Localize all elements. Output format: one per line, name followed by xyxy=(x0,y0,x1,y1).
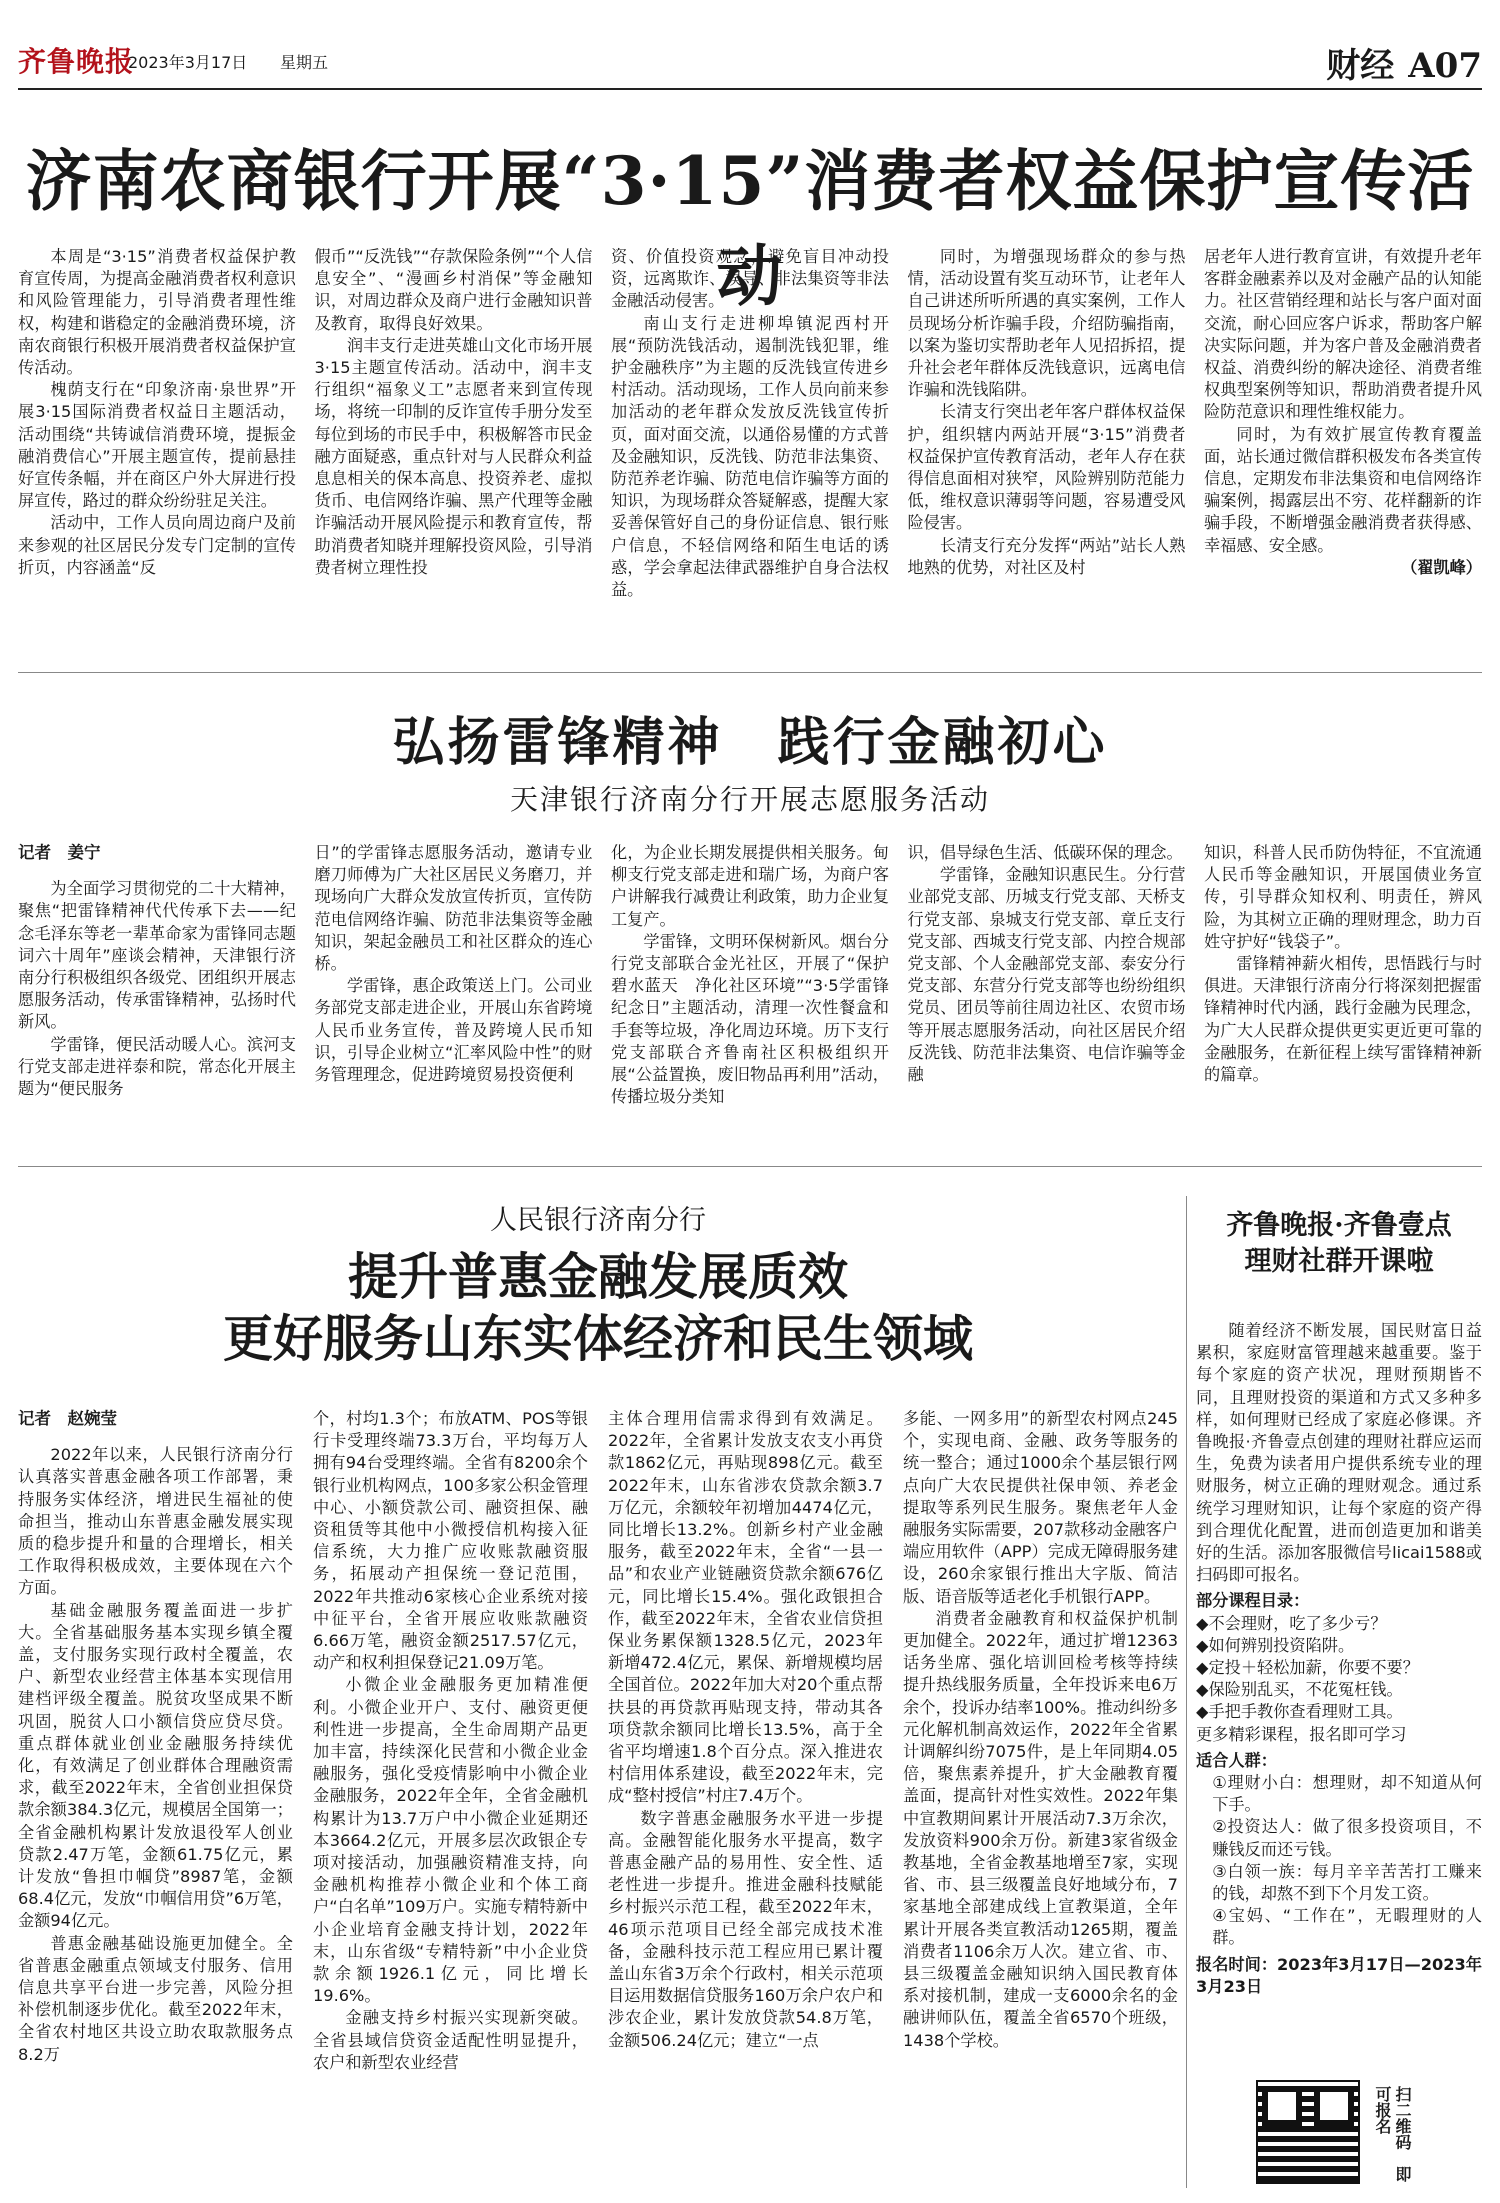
paragraph: 为全面学习贯彻党的二十大精神，聚焦“把雷锋精神代代传承下去——纪念毛泽东等老一辈革命家为雷锋同志题词六十周年”座谈会精神，天津银行济南分行积极组织各级党、团组织开展志愿服务活动，传承雷锋精神，弘扬时代新风。 xyxy=(18,879,296,1032)
paragraph: 长清支行充分发挥“两站”站长人熟地熟的优势，对社区及村 xyxy=(907,535,1186,577)
article1-column xyxy=(18,246,296,654)
paragraph: 2022年以来，人民银行济南分行认真落实普惠金融各项工作部署，秉持服务实体经济，增进民生福祉的使命担当，推动山东普惠金融发展实现质的稳步提升和量的合理增长，相关工作取得积极成效，主要体现在六个方面。 xyxy=(18,1445,293,1598)
course-item: ◆定投＋轻松加薪，你要不要？ xyxy=(1196,1658,1419,1678)
paragraph: 槐荫支行在“印象济南·泉世界”开展3·15国际消费者权益日主题活动，活动围绕“共铸诚信消费环境，提振金融消费信心”开展主题宣传，提前悬挂好宣传条幅，并在商区户外大屏进行投屏宣传，路过的群众纷纷驻足关注。 xyxy=(18,380,296,511)
paragraph: 润丰支行走进英雄山文化市场开展3·15主题宣传活动。活动中，润丰支行组织“福象义工”志愿者来到宣传现场，将统一印制的反诈宣传手册分发至每位到场的市民手中，积极解答市民金融方面疑惑，重点针对与人民群众利益息息相关的保本高息、投资养老、虚拟货币、电信网络诈骗、黑产代理等金融诈骗活动开展风险提示和教育宣传，帮助消费者知晓并理解投资风险，引导消费者树立理性投 xyxy=(314,335,593,577)
signup-deadline: 报名时间：2023年3月17日—2023年3月23日 xyxy=(1196,1954,1482,1996)
paragraph: 雷锋精神薪火相传，思悟践行与时俱进。天津银行济南分行将深刻把握雷锋精神时代内涵，践行金融为民理念，为广大人民群众提供更实更近更可靠的金融服务，在新征程上续写雷锋精神新的篇章。 xyxy=(1204,954,1482,1085)
paragraph: 本周是“3·15”消费者权益保护教育宣传周，为提高金融消费者权利意识和风险管理能力，引导消费者理性维权，构建和谐稳定的金融消费环境，济南农商银行积极开展消费者权益保护宣传活动。 xyxy=(18,247,296,378)
courses-label: 部分课程目录： xyxy=(1196,1591,1310,1611)
section-divider xyxy=(18,1166,1482,1167)
audience-label: 适合人群： xyxy=(1196,1750,1277,1770)
paragraph: 学雷锋，文明环保树新风。烟台分行党支部联合金光社区，开展了“保护碧水蓝天 净化社区环境”“3·5学雷锋纪念日”主题活动，清理一次性餐盒和手套等垃圾，净化周边环境。历下支行党支部联合齐鲁南社区积极组织开展“公益置换，废旧物品再利用”活动，传播垃圾分类知 xyxy=(611,931,889,1107)
paragraph: 小微企业金融服务更加精准便利。小微企业开户、支付、融资更便利性进一步提高，全生命周期产品更加丰富，持续深化民营和小微企业金融服务，强化受疫情影响中小微企业金融服务，2022年全年，全省金融机构累计为13.7万户中小微企业延期还本3664.2亿元，开展多层次政银企专项对接活动，加强融资精准支持，向金融机构推荐小微企业和个体工商户“白名单”109万户。实施专精特新中小企业培育金融支持计划，2022年末，山东省级“专精特新”中小企业贷款余额1926.1亿元，同比增长19.6%。 xyxy=(313,1675,588,2006)
article2-subhead: 天津银行济南分行开展志愿服务活动 xyxy=(509,783,990,816)
paragraph: 活动中，工作人员向周边商户及前来参观的社区居民分发专门定制的宣传折页，内容涵盖“反 xyxy=(18,513,296,577)
paragraph: 普惠金融基础设施更加健全。全省普惠金融重点领域支付服务、信用信息共享平台进一步完善，风险分担补偿机制逐步优化。截至2022年末，全省农村地区共设立助农取款服务点8.2万 xyxy=(18,1933,293,2064)
page-identifier xyxy=(1326,38,1482,87)
audience-item: ③白领一族：每月辛辛苦苦打工赚来的钱，却熬不到下个月发工资。 xyxy=(1212,1861,1482,1904)
audience-item: ②投资达人：做了很多投资项目，不赚钱反而还亏钱。 xyxy=(1212,1817,1482,1859)
article1-body xyxy=(18,246,1482,654)
article3-column xyxy=(313,1408,588,2188)
article3-column xyxy=(608,1408,883,2188)
article1-signature: （翟凯峰） xyxy=(1401,557,1482,577)
newspaper-logo: 齐鲁晚报 xyxy=(18,45,135,78)
paragraph: 学雷锋，便民活动暖人心。滨河支行党支部走进祥泰和院，常态化开展主题为“便民服务 xyxy=(18,1034,296,1099)
qr-block[interactable] xyxy=(1256,2080,1476,2188)
article2-body xyxy=(18,842,1482,1142)
paragraph: 个，村均1.3个；布放ATM、POS等银行卡受理终端73.3万台，平均每万人拥有94台受理终端。全省有8200余个银行业机构网点，100多家公积金管理中心、小额贷款公司、融资担保、融资租赁等其他中小微授信机构接入征信系统，大力推广应收账款融资服务，拓展动产担保统一登记范围，2022年共推动6家核心企业系统对接中征平台，全省开展应收账款融资6.66万笔，融资金额2517.57亿元，动产和权利担保登记21.09万笔。 xyxy=(313,1409,588,1673)
paragraph: 日”的学雷锋志愿服务活动，邀请专业磨刀师傅为广大社区居民义务磨刀，并现场向广大群众发放宣传折页，宣传防范电信网络诈骗、防范非法集资等金融知识，架起金融员工和社区群众的连心桥。 xyxy=(314,843,593,974)
article3-kicker: 人民银行济南分行 xyxy=(490,1205,706,1236)
article3-headline-line: 提升普惠金融发展质效 xyxy=(348,1247,848,1306)
paragraph: 基础金融服务覆盖面进一步扩大。全省基础服务基本实现乡镇全覆盖，支付服务实现行政村全覆盖，农户、新型农业经营主体基本实现信用建档评级全覆盖。脱贫攻坚成果不断巩固，脱贫人口小额信贷应贷尽贷。重点群体就业创业金融服务持续优化，有效满足了创业群体合理融资需求，截至2022年末，全省创业担保贷款余额384.3亿元，规模居全国第一；全省金融机构累计发放退役军人创业贷款2.47万笔，金额61.75亿元，累计发放“鲁担巾帼贷”8987笔，金额68.4亿元，发放“巾帼信用贷”6万笔，金额94亿元。 xyxy=(18,1600,293,1931)
sidebar-body xyxy=(1196,1320,1482,1998)
sidebar-title-line: 理财社群开课啦 xyxy=(1244,1246,1434,1277)
article2-column xyxy=(1204,842,1482,1142)
course-item: ◆不会理财，吃了多少亏？ xyxy=(1196,1613,1387,1633)
paragraph: 化，为企业长期发展提供相关服务。甸柳支行党支部走进和瑞广场，为商户客户讲解我行减费让利政策，助力企业复工复产。 xyxy=(611,843,889,929)
paragraph: 知识，科普人民币防伪特征，不宜流通人民币等金融知识，开展国债业务宣传，引导群众知权利、明责任，辨风险，为其树立正确的理财理念，助力百姓守护好“钱袋子”。 xyxy=(1204,843,1482,951)
paragraph: 同时，为增强现场群众的参与热情，活动设置有奖互动环节，让老年人自己讲述所听所遇的真实案例，工作人员现场分析诈骗手段，介绍防骗指南，以案为鉴切实帮助老年人见招拆招，提升社会老年群体反洗钱意识，远离电信诈骗和洗钱陷阱。 xyxy=(907,247,1186,400)
paragraph: 南山支行走进柳埠镇泥西村开展“预防洗钱活动，遏制洗钱犯罪，维护金融秩序”为主题的反洗钱宣传进乡村活动。活动现场，工作人员向前来参加活动的老年群众发放反洗钱宣传折页，面对面交流，以通俗易懂的方式普及金融知识，反洗钱、防范非法集资、防范养老诈骗、防范电信诈骗等方面的知识，为现场群众答疑解惑，提醒大家妥善保管好自己的身份证信息、银行账户信息，不轻信网络和陌生电话的诱惑，学会拿起法律武器维护自身合法权益。 xyxy=(611,313,889,600)
sidebar-title-line: 齐鲁晚报·齐鲁壹点 xyxy=(1226,1210,1452,1241)
course-item: ◆手把手教你查看理财工具。 xyxy=(1196,1702,1403,1722)
article2-column xyxy=(908,842,1186,1142)
paragraph: 数字普惠金融服务水平进一步提高。金融智能化服务水平提高，数字普惠金融产品的易用性、安全性、适老性进一步提升。推进金融科技赋能乡村振兴示范工程，截至2022年末，46项示范项目已经全部完成技术准备，金融科技示范工程应用已累计覆盖山东省3万余个行政村，相关示范项目运用数据信贷服务160万余户农户和涉农企业，累计发放贷款54.8万笔，金额506.24亿元；建立“一点 xyxy=(608,1808,883,2050)
article2-column xyxy=(18,842,296,1142)
paragraph: 学雷锋，金融知识惠民生。分行营业部党支部、历城支行党支部、天桥支行党支部、泉城支行党支部、章丘支行党支部、西城支行党支部、内控合规部党支部、个人金融部党支部、泰安分行党支部、东营分行党支部等也纷纷组织党员、团员等前往周边社区、农贸市场等开展志愿服务活动，向社区居民介绍反洗钱、防范非法集资、电信诈骗等金融 xyxy=(907,865,1186,1085)
page-number: A07 xyxy=(1408,46,1482,86)
article3-body xyxy=(18,1408,1178,2188)
masthead xyxy=(18,0,1482,86)
article2-headline: 弘扬雷锋精神 践行金融初心 xyxy=(392,712,1108,773)
paragraph: 学雷锋，惠企政策送上门。公司业务部党支部走进企业，开展山东省跨境人民币业务宣传，普及跨境人民币知识，引导企业树立“汇率风险中性”的财务管理理念，促进跨境贸易投资便利 xyxy=(314,976,593,1085)
issue-date: 2023年3月17日 xyxy=(128,53,248,72)
paragraph: 假币”“反洗钱”“存款保险条例”“个人信息安全”、“漫画乡村消保”等金融知识，对周边群众及商户进行金融知识普及教育，取得良好效果。 xyxy=(314,247,593,333)
article1-column xyxy=(611,246,889,654)
paragraph: 金融支持乡村振兴实现新突破。全省县域信贷资金适配性明显提升，农户和新型农业经营 xyxy=(313,2008,588,2072)
qr-code-icon[interactable] xyxy=(1256,2080,1360,2184)
paragraph: 识，倡导绿色生活、低碳环保的理念。 xyxy=(907,843,1183,862)
section-name: 财经 xyxy=(1326,46,1395,86)
article3-column xyxy=(18,1408,293,2188)
paragraph: 消费者金融教育和权益保护机制更加健全。2022年，通过扩增12363话务坐席、强化培训回检考核等持续提升热线服务质量，全年投诉来电6万余个，投诉办结率100%。推动纠纷多元化解机制高效运作，2022年全省累计调解纠纷7075件，是上年同期4.05倍，聚焦素养提升，扩大金融教育覆盖面，提高针对性实效性。2022年集中宣教期间累计开展活动7.3万余次，发放资料900余万份。新建3家省级金教基地，全省金教基地增至7家，实现省、市、县三级覆盖良好地域分布，7家基地全部建成线上宣教渠道，全年累计开展各类宣教活动1265期，覆盖消费者1106余万人次。建立省、市、县三级覆盖金融知识纳入国民教育体系对接机制，建成一支6000余名的金融讲师队伍，覆盖全省6570个班级，1438个学校。 xyxy=(903,1608,1178,2050)
article3-byline: 记者 赵婉莹 xyxy=(18,1409,117,1428)
sidebar-title xyxy=(1196,1208,1482,1280)
masthead-rule xyxy=(18,88,1482,90)
article3-column xyxy=(903,1408,1178,2188)
article1-headline: 济南农商银行开展“3·15”消费者权益保护宣传活动 xyxy=(25,142,1475,315)
article1-column xyxy=(908,246,1186,654)
section-divider xyxy=(18,672,1482,673)
sidebar-ad xyxy=(1196,1208,1482,2188)
paragraph: 长清支行突出老年客户群体权益保护，组织辖内两站开展“3·15”消费者权益保护宣传教育活动，老年人存在获得信息面相对狭窄，风险辨别防范能力低，维权意识薄弱等问题，容易遭受风险侵害。 xyxy=(907,402,1186,533)
audience-item: ④宝妈、“工作在”，无暇理财的人群。 xyxy=(1212,1906,1482,1948)
course-item: ◆如何辨别投资陷阱。 xyxy=(1196,1635,1355,1655)
article1-column xyxy=(315,246,593,654)
article1-column xyxy=(1204,246,1482,654)
course-item: 更多精彩课程，报名即可学习 xyxy=(1196,1724,1407,1744)
course-item: ◆保险别乱买，不花冤枉钱。 xyxy=(1196,1680,1403,1700)
article2-column xyxy=(611,842,889,1142)
paragraph: 多能、一网多用”的新型农村网点245个，实现电商、金融、政务等服务的统一整合；通过1000余个基层银行网点向广大农民提供社保申领、养老金提取等系列民生服务。聚焦老年人金融服务实际需要，207款移动金融客户端应用软件（APP）完成无障碍服务建设，260余家银行推出大字版、简洁版、语音版等适老化手机银行APP。 xyxy=(903,1409,1178,1606)
qr-label: 扫二维码 即可报名 xyxy=(1373,2086,1412,2182)
article3-headline-line: 更好服务山东实体经济和民生领域 xyxy=(223,1309,973,1368)
sidebar-rule xyxy=(1186,1196,1187,2188)
audience-item: ①理财小白：想理财，却不知道从何下手。 xyxy=(1212,1773,1482,1815)
paragraph: 同时，为有效扩展宣传教育覆盖面，站长通过微信群积极发布各类宣传信息，定期发布非法集资和电信网络诈骗案例，揭露层出不穷、花样翻新的诈骗手段，不断增强金融消费者获得感、幸福感、安全感。 xyxy=(1204,424,1482,555)
paragraph: 资、价值投资观念，避免盲目冲动投资，远离欺诈、误导、非法集资等非法金融活动侵害。 xyxy=(611,247,889,311)
sidebar-intro: 随着经济不断发展，国民财富日益累积，家庭财富管理越来越重要。鉴于每个家庭的资产状况，理财预期皆不同，且理财投资的渠道和方式又多种多样，如何理财已经成了家庭必修课。齐鲁晚报·齐鲁壹点创建的理财社群应运而生，免费为读者用户提供系统专业的理财服务，树立正确的理财观念。通过系统学习理财知识，让每个家庭的资产得到合理优化配置，进而创造更加和谐美好的生活。添加客服微信号licai1588或扫码即可报名。 xyxy=(1196,1321,1482,1585)
article2-byline: 记者 姜宁 xyxy=(18,843,101,862)
paragraph: 主体合理用信需求得到有效满足。2022年，全省累计发放支农支小再贷款1862亿元，再贴现898亿元。截至2022年末，山东省涉农贷款余额3.7万亿元，余额较年初增加4474亿元，同比增长13.2%。创新乡村产业金融服务，截至2022年末，全省“一县一品”和农业产业链融资贷款余额676亿元，同比增长15.4%。强化政银担合作，截至2022年末，全省农业信贷担保业务累保额1328.5亿元，2023年新增472.4亿元，累保、新增规模均居全国首位。2022年加大对20个重点帮扶县的再贷款再贴现支持，带动其各项贷款余额同比增长13.5%，高于全省平均增速1.8个百分点。深入推进农村信用体系建设，截至2022年末，完成“整村授信”村庄7.4万个。 xyxy=(608,1409,883,1806)
article3-headline xyxy=(18,1246,1178,1370)
course-list xyxy=(1196,1613,1482,1746)
paragraph: 居老年人进行教育宣讲，有效提升老年客群金融素养以及对金融产品的认知能力。社区营销经理和站长与客户面对面交流，耐心回应客户诉求，帮助客户解决实际问题，并为客户普及金融消费者权益、消费纠纷的解决途径、消费者维权典型案例等知识，帮助消费者提升风险防范意识和理性维权能力。 xyxy=(1204,247,1482,422)
article2-column xyxy=(315,842,593,1142)
issue-weekday: 星期五 xyxy=(280,53,329,72)
